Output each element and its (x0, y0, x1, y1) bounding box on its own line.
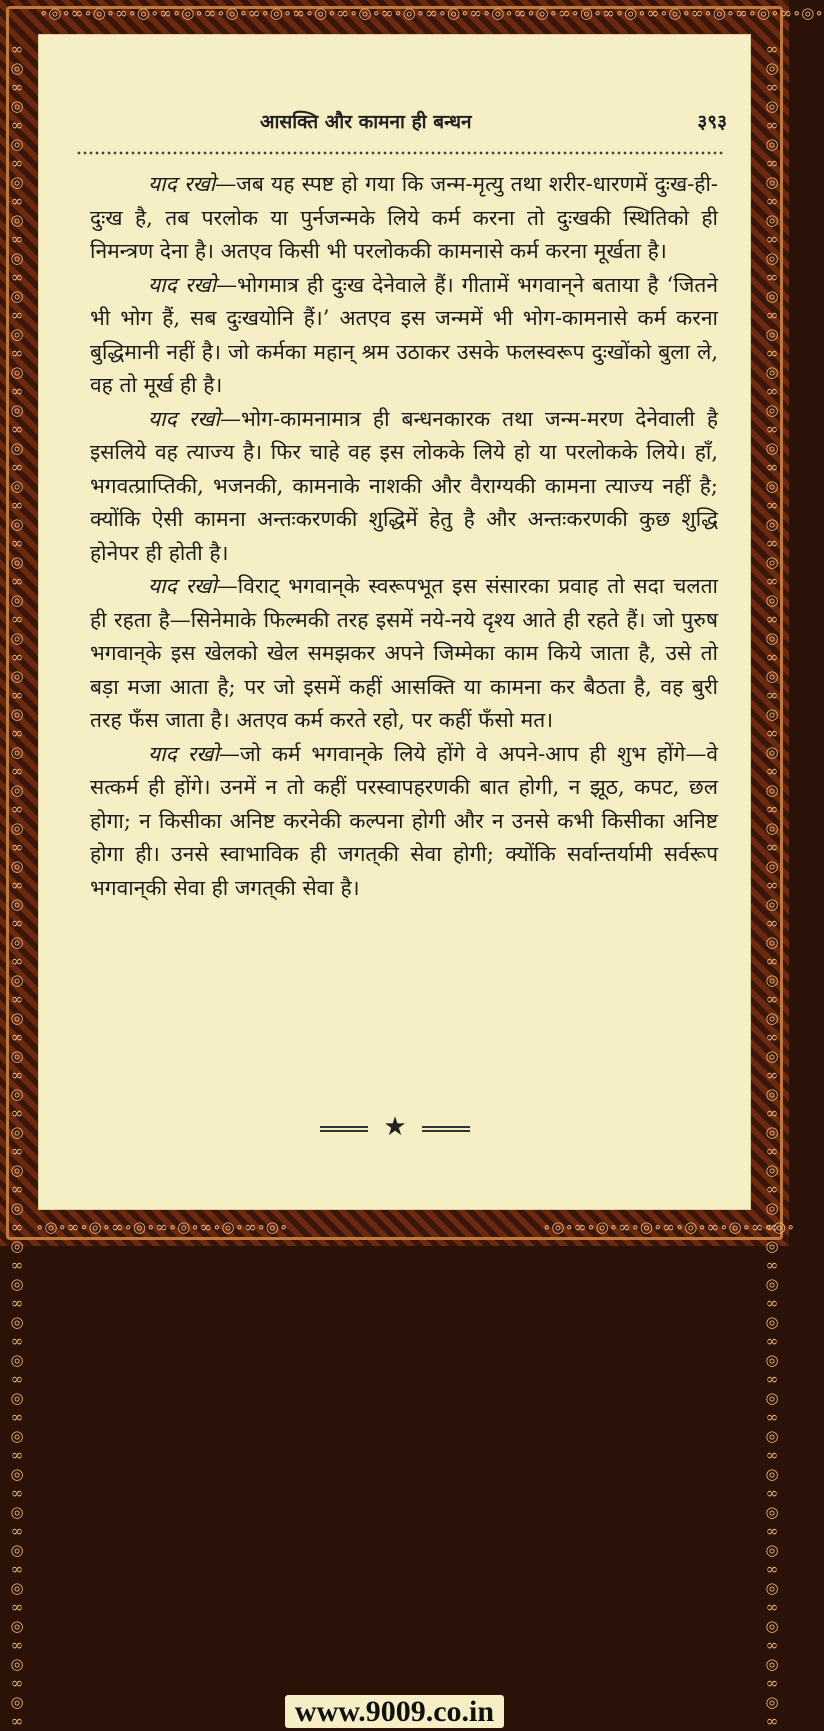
frame-ornament-top: ∘◎∘∞∘◎∘∞∘◎∘∞∘◎∘∞∘◎∘∞∘◎∘∞∘◎∘∞∘◎∘∞∘◎∘∞∘◎∘∞∘◎∘∞∘◎∘∞∘◎∘∞∘◎∘∞∘◎∘∞∘◎∘∞∘◎∘∞∘◎∘ (40, 4, 824, 22)
frame-ornament-bottom-left: ∘◎∘∞∘◎∘∞∘◎∘∞∘◎∘∞∘◎∘∞∘◎∘ (36, 1218, 289, 1236)
footer-url-text: www.9009.co.in (285, 1695, 504, 1728)
double-rule-left (320, 1126, 368, 1132)
paragraph-lead: याद रखो (148, 741, 219, 766)
star-icon: ★ (383, 1112, 407, 1142)
paragraph-text: —भोग-कामनामात्र ही बन्धनकारक तथा जन्म-मरण देनेवाली है इसलिये वह त्याज्य है। फिर चाहे वह इस लोकके लिये हो या परलोकके लिये। हाँ, भगवत्प्राप्तिकी, भजनकी, कामनाके नाशकी और वैराग्यकी कामना त्याज्य नहीं है; क्योंकि ऐसी कामना अन्तःकरणकी शुद्धिमें हेतु है और अन्तःकरणकी कुछ शुद्धि होनेपर ही होती है। (90, 406, 718, 565)
paragraph-text: —विराट्‌ भगवान्‌के स्वरूपभूत इस संसारका प्रवाह तो सदा चलता ही रहता है—सिनेमाके फिल्मकी तरह इसमें नये-नये दृश्य आते ही रहते हैं। जो पुरुष भगवान्‌के इस खेलको खेल समझकर अपने जिम्मेका काम किये जाता है, उसे तो बड़ा मजा आता है; पर जो इसमें कहीं आसक्ति या कामना कर बैठता है, वह बुरी तरह फँस जाता है। अतएव कर्म करते रहो, पर कहीं फँसो मत। (90, 574, 718, 732)
footer-url (0, 1695, 789, 1729)
page-body (90, 168, 718, 905)
paragraph-text: —जो कर्म भगवान्‌के लिये होंगे वे अपने-आप ही शुभ होंगे—वे सत्कर्म ही होंगे। उनमें न तो कहीं परस्वापहरणकी बात होगी, न झूठ, कपट, छल होगा; न किसीका अनिष्ट करनेकी कल्पना होगी और न उनसे कभी किसीका अनिष्ट होगा ही। उनसे स्वाभाविक ही जगत्‌की सेवा होगी; क्योंकि सर्वान्तर्यामी सर्वरूप भगवान्‌की सेवा ही जगत्‌की सेवा है। (90, 741, 718, 900)
page-number: ३९३ (697, 111, 727, 133)
double-rule-right (422, 1126, 470, 1132)
paragraph-text: —भोगमात्र ही दुःख देनेवाले हैं। गीतामें भगवान्‌ने बताया है ‘जितने भी भोग हैं, सब दुःखयोनि हैं।’ अतएव इस जन्ममें भी भोग-कामनासे कर्म करना बुद्धिमानी नहीं है। जो कर्मका महान्‌ श्रम उठाकर उसके फलस्वरूप दुःखोंको बुला ले, वह तो मूर्ख ही है। (90, 272, 718, 397)
chapter-title: आसक्ति और कामना ही बन्धन (260, 111, 472, 133)
paragraph-lead: याद रखो (148, 406, 220, 431)
section-end-ornament (320, 1112, 470, 1142)
paragraph (90, 168, 718, 269)
frame-ornament-right: ∞◎∞◎∞◎∞◎∞◎∞◎∞◎∞◎∞◎∞◎∞◎∞◎∞◎∞◎∞◎∞◎∞◎∞◎∞◎∞◎∞◎∞◎∞◎∞◎∞◎∞◎∞◎∞◎∞◎∞◎∞◎∞◎∞◎∞◎∞◎∞◎∞◎∞◎∞◎∞◎∞◎∞◎∞◎∞◎∞ (763, 40, 781, 1731)
frame-ornament-bottom-right: ∘◎∘∞∘◎∘∞∘◎∘∞∘◎∘∞∘◎∘∞∘◎∘ (543, 1218, 796, 1236)
paragraph-lead: याद रखो (148, 574, 217, 598)
book-page (38, 34, 751, 1210)
paragraph-lead: याद रखो (148, 272, 217, 297)
paragraph (90, 403, 718, 571)
paragraph (90, 570, 718, 738)
paragraph-text: —जब यह स्पष्ट हो गया कि जन्म-मृत्यु तथा शरीर-धारणमें दुःख-ही-दुःख है, तब परलोक या पुर्नजन्मके लिये कर्म करना तो दुःखकी स्थितिको ही निमन्त्रण देना है। अतएव किसी भी परलोककी कामनासे कर्म करना मूर्खता है। (90, 172, 718, 263)
paragraph (90, 269, 718, 403)
paragraph (90, 738, 718, 906)
paragraph-lead: याद रखो (148, 172, 216, 196)
dotted-separator (76, 150, 724, 160)
frame-ornament-left: ∞◎∞◎∞◎∞◎∞◎∞◎∞◎∞◎∞◎∞◎∞◎∞◎∞◎∞◎∞◎∞◎∞◎∞◎∞◎∞◎∞◎∞◎∞◎∞◎∞◎∞◎∞◎∞◎∞◎∞◎∞◎∞◎∞◎∞◎∞◎∞◎∞◎∞◎∞◎∞◎∞◎∞◎∞◎∞◎∞ (8, 40, 26, 1731)
page-header (38, 108, 751, 138)
